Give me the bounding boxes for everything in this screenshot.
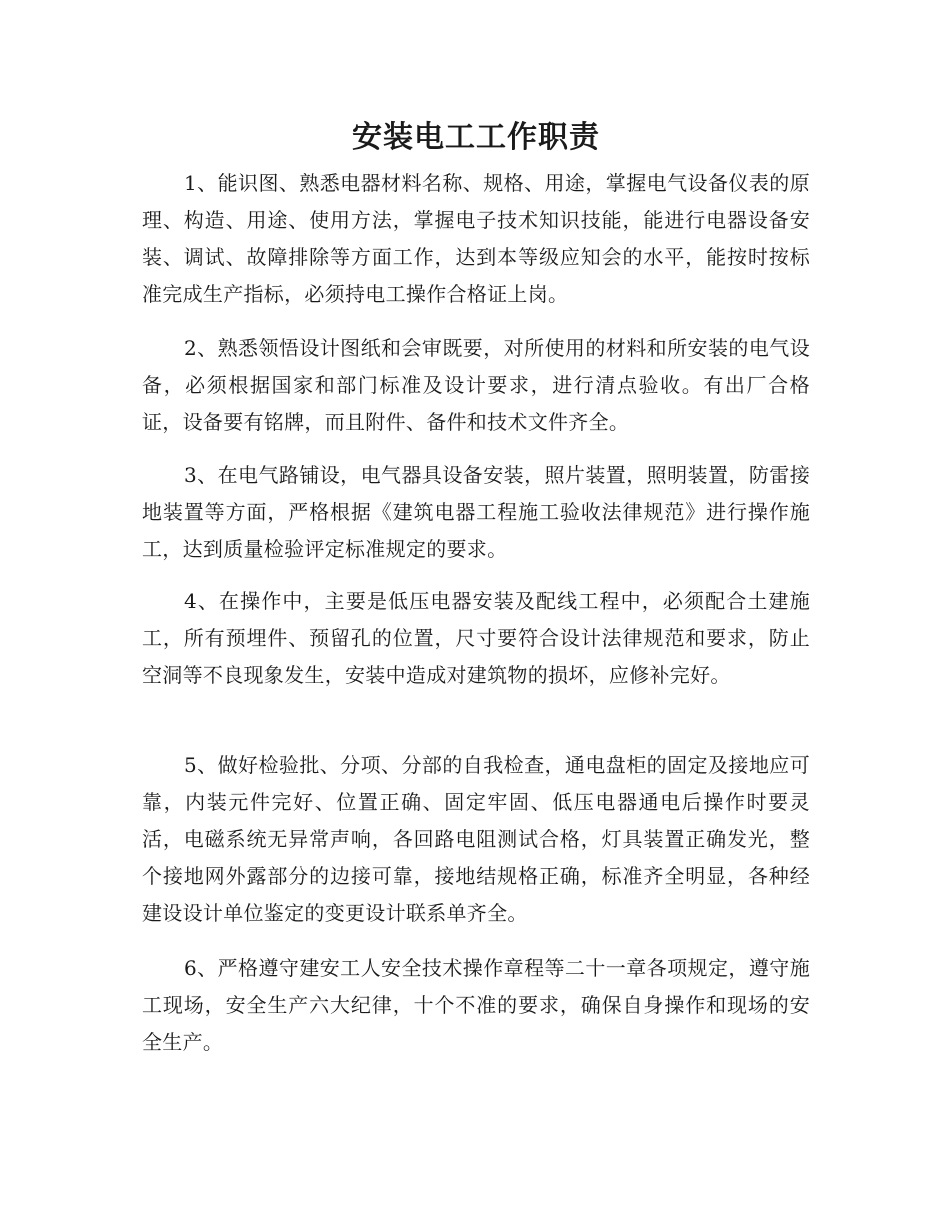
paragraph-3: 3、在电气路铺设，电气器具设备安装，照片装置，照明装置，防雷接地装置等方面，严格根据《建筑电器工程施工验收法律规范》进行操作施工，达到质量检验评定标准规定的要求。 [142, 463, 810, 561]
paragraph-5: 5、做好检验批、分项、分部的自我检查，通电盘柜的固定及接地应可靠，内装元件完好、位置正确、固定牢固、低压电器通电后操作时要灵活，电磁系统无异常声响，各回路电阻测试合格，灯具装置正确发光，整个接地网外露部分的边接可靠，接地结规格正确，标准齐全明显，各种经建设设计单位鉴定的变更设计联系单齐全。 [142, 753, 810, 925]
document-title: 安装电工工作职责 [352, 120, 600, 155]
paragraph-6: 6、严格遵守建安工人安全技术操作章程等二十一章各项规定，遵守施工现场，安全生产六大纪律，十个不准的要求，确保自身操作和现场的安全生产。 [142, 956, 810, 1054]
paragraph-2: 2、熟悉领悟设计图纸和会审既要，对所使用的材料和所安装的电气设备，必须根据国家和部门标准及设计要求，进行清点验收。有出厂合格证，设备要有铭牌，而且附件、备件和技术文件齐全。 [142, 336, 810, 434]
paragraph-4: 4、在操作中，主要是低压电器安装及配线工程中，必须配合土建施工，所有预埋件、预留孔的位置，尺寸要符合设计法律规范和要求，防止空洞等不良现象发生，安装中造成对建筑物的损坏，应修补完好。 [142, 589, 810, 687]
paragraph-1: 1、能识图、熟悉电器材料名称、规格、用途，掌握电气设备仪表的原理、构造、用途、使用方法，掌握电子技术知识技能，能进行电器设备安装、调试、故障排除等方面工作，达到本等级应知会的水平，能按时按标准完成生产指标，必须持电工操作合格证上岗。 [142, 171, 810, 306]
